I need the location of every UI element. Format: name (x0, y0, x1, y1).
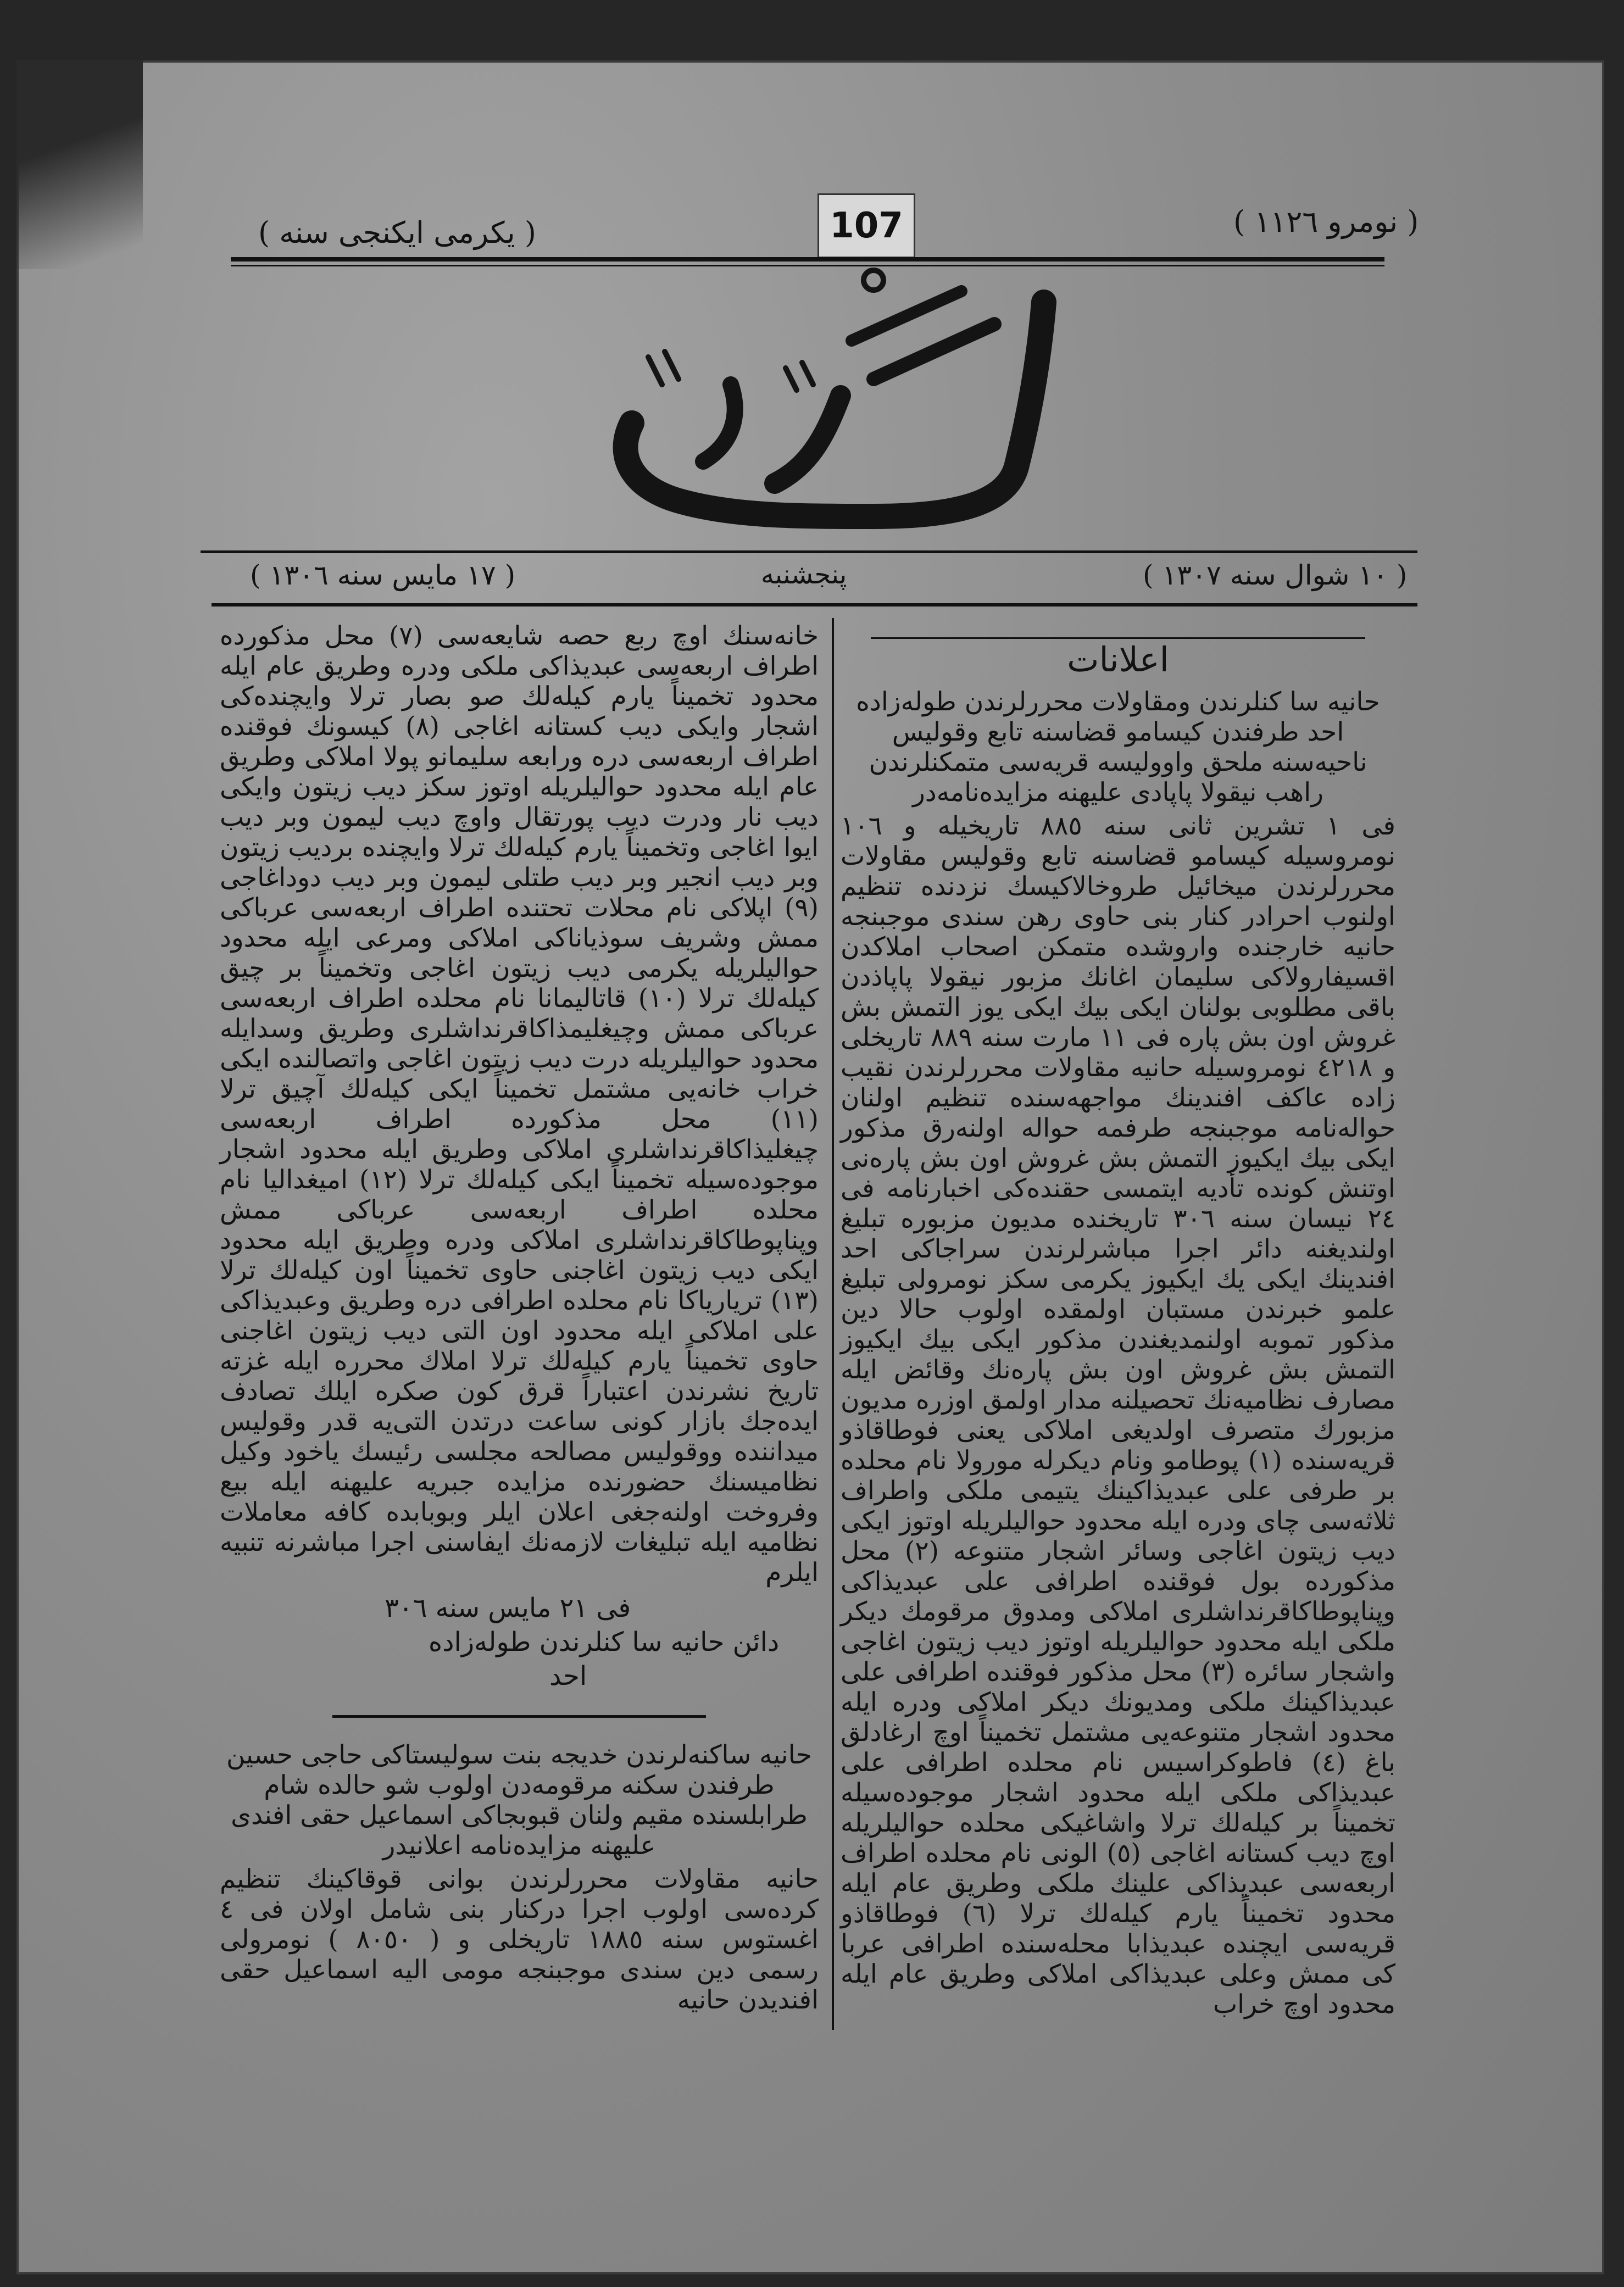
archive-stamp: 107 (817, 193, 915, 258)
weekday: پنجشنبه (761, 559, 847, 590)
announcements-column (841, 621, 1395, 2033)
announcements-heading: اعلانات (1067, 639, 1169, 680)
date-rule-bottom (212, 603, 1417, 606)
announcement-body: فی ١ تشرین ثانی سنه ٨٨٥ تاریخیله و ١٠٦ نومروسیله کیسامو قضاسنه تابع وقولیس مقاولات محررلرندن میخائیل طروخالاکیسك نزدنده تنظیم اولنوب احرادر کنار بنی حاوی رهن سندی موجبنجه حانیه خارجنده واروشده متمکن اصحاب املاکدن اقسیفارولاکی سلیمان اغانك مزبور نیقولا پاپاذدن باقی مطلوبی بولنان ایکی بیك ایکی یوز التمش بش غروش اون بش پاره فی ١١ مارت سنه ٨٨٩ تاریخلی و ٤٢١٨ نومروسیله حانیه مقاولات محررلرندن نقیب زاده عاکف افندینك مواجهه‌سنده تنظیم اولنان حواله‌نامه موجبنجه طرفمه حواله اولنه‌رق مذکور ایکی بیك ایکیوز التمش بش غروش اون بش پاره‌نی اوتنش کونده تأدیه ایتمسی حقنده‌کی اخبارنامه فی ٢٤ نیسان سنه ٣٠٦ تاریخنده مدیون مزبوره تبلیغ اولندیغنه دائر اجرا مباشرلرندن سراجاکی احد افندینك ایکی یك ایکیوز یکرمی سکز نومرولی تبلیغ علمو خبرندن مستبان اولمقده اولوب حالا دین مذکور تموبه اولنمدیغندن مذکور ایکی بیك ایکیوز التمش بش غروش اون بش پاره‌نك وقائض ایله مصارف نظامیه‌نك تحصیلنه مدار اولمق اوزره مدیون مزبورك متصرف اولدیغی املاکی یعنی فوطاقاذو قریه‌سنده (١) پوطامو ونام دیکرله مورولا نام محلده بر طرفی علی عبدیذاکینك یتیمی ملکی واطراف ثلاثه‌سی چای ودره ایله محدود حوالیلریله اوتوز ایکی دیب زیتون اغاجی وسائر اشجار متنوعه (٢) محل مذکورده بول فوقنده اطرافی علی عبدیذاکی وپناپوطاکاقرنداشلری املاکی ومدوق مرقومك دیکر ملکی ایله محدود حوالیلریله اوتوز دیب زیتون اغاجی واشجار سائره (٣) محل مذکور فوقنده اطرافی علی عبدیذاکینك ملکی ومدیونك دیکر املاکی ودره ایله محدود اشجار متنوعه‌یی مشتمل تخمیناً اوچ ارغادلق باغ (٤) فاطوکراسیس نام محلده اطرافی علی عبدیذاکی ملکی ایله محدود اشجار موجوده‌سیله تخمیناً بر کیله‌لك ترلا واشاغیکی محلده حوالیلریله اوچ دیب کستانه اغاجی (٥) الونی نام محلده اطراف اربعه‌سی عبدیذاکی علینك ملکی وطریق عام ایله محدود تخمیناً یارم کیله‌لك ترلا (٦) فوطاقاذو قریه‌سی ایچنده عبدیذابا محله‌سنده اطرافی عربا کی ممش وعلی عبدیذاکی املاکی وطریق عام ایله محدود اوچ خراب (841, 811, 1396, 2019)
announcement-intro: حانیه سا کنلرندن ومقاولات محررلرندن طوله‌زاده احد طرفندن کیسامو قضاسنه تابع وقولیس ناحیه‌سنه ملحق واوولیسه قریه‌سی متمکنلرندن راهب نیقولا پاپادی علیهنه مزایده‌نامه‌در (856, 687, 1380, 808)
signature-date: فی ٢١ مایس سنه ٣٠٦ (385, 1593, 631, 1623)
announcements-top-rule (871, 637, 1365, 639)
masthead-logo (566, 258, 1088, 544)
notice-separator (332, 1715, 706, 1718)
continuation-column (220, 621, 819, 2033)
issue-number: ( نومرو ١١٢٦ ) (1233, 204, 1419, 239)
date-rule-top (201, 550, 1417, 553)
signature-name: احد (549, 1661, 587, 1691)
year-label: ( یکرمی ایکنجی سنه ) (258, 215, 536, 250)
second-notice-intro: حانیه ساکنه‌لرندن خدیجه بنت سولیستاکی حاجی حسین طرفندن سکنه مرقومه‌دن اولوب شو حالده شام طرابلسنده مقیم ولنان قبوبجاکی اسماعیل حقی افندی علیهنه مزایده‌نامه اعلانیدر (226, 1740, 812, 1861)
svg-text:كريد: كريد (826, 538, 827, 539)
second-notice-body: حانیه مقاولات محررلرندن بوانی قوقاکینك تنظیم کرده‌سی اولوب اجرا درکنار بنی شامل اولان فی ٤ اغستوس سنه ١٨٨٥ تاریخلی و ( ٨٠٥٠ ) نومرولی رسمی دین سندی موجبنجه مومی الیه اسماعیل حقی افندیدن حانیه (220, 1864, 819, 2015)
date-hijri: ( ١٠ شوال سنه ١٣٠٧ ) (1143, 559, 1408, 591)
continuation-body: خانه‌سنك اوچ ربع حصه شایعه‌سی (٧) محل مذکورده اطراف اربعه‌سی عبدیذاکی ملکی ودره وطریق عام ایله محدود تخمیناً یارم کیله‌لك صو بصار ترلا وایچنده‌کی اشجار وایکی دیب کستانه اغاجی (٨) کیسونك فوقنده اطراف اربعه‌سی دره ورابعه سلیمانو پولا املاکی وطریق عام ایله محدود حوالیلریله اوتوز سکز دیب زیتون وایکی دیب نار ودرت دیب پورتقال واوچ دیب لیمون وبر دیب ایوا اغاجی وتخمیناً یارم کیله‌لك ترلا وایچنده بردیب زیتون وبر دیب انجیر وبر دیب طتلی لیمون وبر دیب دوداغاجی (٩) اپلاکی نام محلات تحتنده اطراف اربعه‌سی عرباکی ممش وشریف سوذیاناکی املاکی ومرعی ایله محدود حوالیلریله یکرمی دیب زیتون اغاجی وتخمیناً بر چیق کیله‌لك ترلا (١٠) قاتالیمانا نام محلده اطراف اربعه‌سی عرباکی ممش وچیغلیمذاکاقرنداشلری وطریق وسدایله محدود حوالیلریله درت دیب زیتون اغاجی واتصالنده ایکی خراب خانه‌یی مشتمل تخمیناً ایکی کیله‌لك آچیق ترلا (١١) محل مذکورده اطراف اربعه‌سی چیغلیذاکاقرنداشلری املاکی وطریق ایله محدود اشجار موجوده‌سیله تخمیناً ایکی کیله‌لك ترلا (١٢) امیغدالیا نام محلده اطراف اربعه‌سی عرباکی ممش وپناپوطاکاقرنداشلری املاکی ودره وطریق ایله محدود ایکی دیب زیتون اغاجنی حاوی تخمیناً اون کیله‌لك ترلا (١٣) تریاریاکا نام محلده اطرافی دره وطریق وعبدیذاکی علی املاکی ایله محدود اون التی دیب زیتون اغاجنی حاوی تخمیناً یارم کیله‌لك ترلا املاك محرره ایله غزته تاریخ نشرندن اعتباراً قرق کون صکره ایلك تصادف ایده‌جك بازار کونی ساعت درتدن التی‌یه قدر وقولیس میداننده ووقولیس مصالحه مجلسی رئیسك یاخود وکیل نظامیسنك حضورنده مزایده جبریه علیهنه ایله بیع وفروخت اولنه‌جغی اعلان ایلر وبوبابده کافه معاملات نظامیه ایله تبلیغات لازمه‌نك ایفاسنی اجرا مباشرنه تنبیه ایلرم (220, 621, 819, 1588)
signature-creditor: دائن حانیه سا کنلرندن طوله‌زاده (429, 1627, 780, 1657)
torn-corner-shadow (16, 60, 143, 269)
date-gregorian: ( ١٧ مایس سنه ١٣٠٦ ) (250, 559, 516, 591)
column-divider (832, 618, 834, 2030)
